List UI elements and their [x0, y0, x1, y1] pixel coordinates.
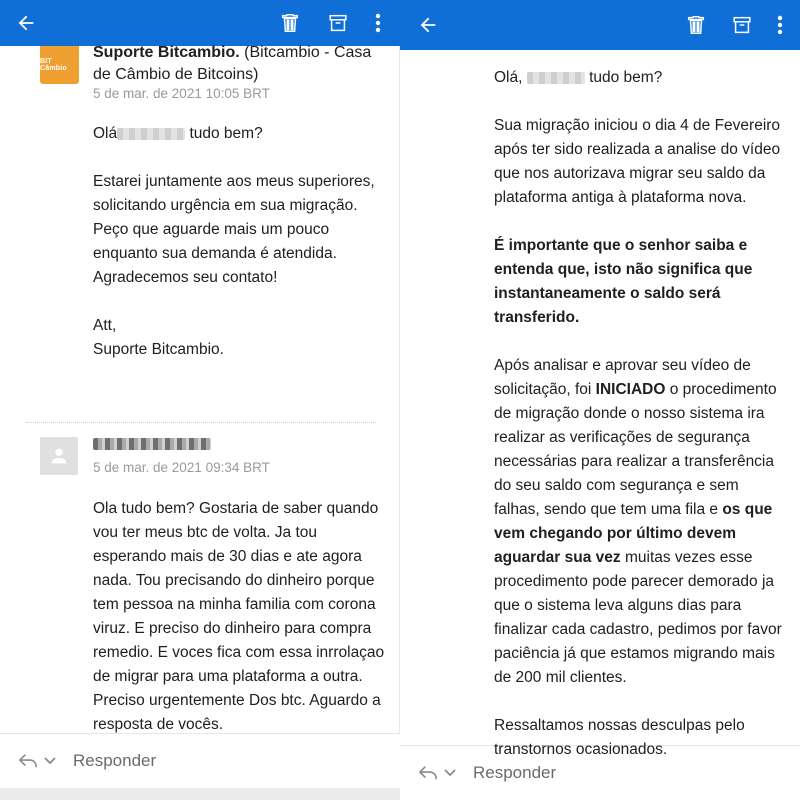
back-arrow-icon	[417, 14, 439, 36]
paragraph: Ressaltamos nossas desculpas pelo transtornos ocasionados.	[494, 717, 745, 758]
sender-name: Suporte Bitcambio.	[93, 44, 240, 61]
message-date: 5 de mar. de 2021 10:05 BRT	[93, 86, 270, 101]
emphasis: INICIADO	[595, 381, 666, 398]
signoff-att: Att,	[93, 317, 117, 334]
bitcambio-logo	[40, 46, 79, 84]
chevron-down-icon	[443, 768, 457, 778]
back-button[interactable]	[408, 0, 448, 50]
greeting-prefix: Olá,	[494, 69, 523, 86]
greeting-suffix: tudo bem?	[589, 69, 663, 86]
bottom-strip	[0, 788, 400, 800]
reply-button[interactable]: Responder	[473, 763, 557, 782]
more-options-button[interactable]	[362, 0, 394, 46]
greeting-suffix: tudo bem?	[189, 125, 263, 142]
message-divider	[26, 422, 376, 423]
top-app-bar	[0, 0, 400, 46]
emphasis: os que vem chegando por último devem aguardar sua vez	[494, 501, 773, 566]
more-vert-icon	[375, 13, 381, 33]
reply-button[interactable]: Responder	[73, 751, 157, 770]
paragraph: Estarei juntamente aos meus superiores, solicitando urgência em sua migração. Peço que aguarde mais um pouco enquanto sua demanda é atendida. Agradecemos seu contato!	[93, 173, 375, 286]
reply-icon	[17, 752, 39, 770]
greeting-prefix: Olá	[93, 125, 118, 142]
archive-icon	[327, 12, 349, 34]
person-icon	[48, 445, 70, 467]
reply-bar[interactable]	[0, 733, 400, 788]
paragraph	[494, 354, 786, 690]
redacted-name	[117, 128, 185, 140]
logo-text: BIT Câmbio	[40, 58, 67, 72]
paragraph: Sua migração iniciou o dia 4 de Fevereiro após ter sido realizada a analise do vídeo que nos autorizava migrar seu saldo da plataforma antiga à plataforma nova.	[494, 117, 781, 206]
reply-options[interactable]	[17, 752, 57, 770]
signoff-name: Suporte Bitcambio.	[93, 341, 224, 358]
archive-icon	[731, 14, 753, 36]
message-body	[93, 122, 388, 362]
more-options-button[interactable]	[764, 0, 796, 50]
message-body-right	[494, 66, 786, 758]
text: o procedimento de migração donde o nosso sistema ira realizar as verificações de segurança necessárias para realizar a transferência do seu saldo com segurança e sem falhas, sendo que tem uma fila e	[494, 381, 777, 518]
more-vert-icon	[777, 15, 783, 35]
reply-icon	[417, 764, 439, 782]
message-body: Ola tudo bem? Gostaria de saber quando vou ter meus btc de volta. Ja tou esperando mais de 30 dias e ate agora nada. Tou precisando do dinheiro porque tem pessoa na minha familia com corona viruz. E preciso do dinheiro para compra remedio. E voces fica com essa inrrolaçao de migrar para uma plataforma a outra. Preciso urgentemente Dos btc. Aguardo a resposta de vocês.	[93, 500, 385, 733]
text: Após analisar e aprovar seu vídeo de solicitação, foi	[494, 357, 751, 398]
greeting	[93, 122, 388, 146]
delete-icon	[279, 12, 301, 34]
back-button[interactable]	[6, 0, 46, 46]
top-app-bar	[400, 0, 800, 50]
redacted-name	[527, 72, 585, 84]
delete-icon	[685, 14, 707, 36]
back-arrow-icon	[15, 12, 37, 34]
greeting	[494, 66, 786, 90]
message-date: 5 de mar. de 2021 09:34 BRT	[93, 460, 270, 475]
archive-button[interactable]	[318, 0, 358, 46]
paragraph-important: É importante que o senhor saiba e entenda que, isto não significa que instantaneamente o saldo será transferido.	[494, 237, 753, 326]
delete-button[interactable]	[270, 0, 310, 46]
avatar	[40, 437, 78, 475]
reply-options[interactable]	[417, 764, 457, 782]
delete-button[interactable]	[676, 0, 716, 50]
archive-button[interactable]	[722, 0, 762, 50]
sender-line	[93, 42, 393, 86]
sender-detail: (Bitcambio - Casa de Câmbio de Bitcoins)	[93, 44, 372, 83]
chevron-down-icon	[43, 756, 57, 766]
redacted-sender	[93, 438, 211, 450]
text: muitas vezes esse procedimento pode parecer demorado ja que o sistema leva alguns dias para finalizar cada cadastro, pedimos por favor paciência já que estamos migrando mais de 200 mil clientes.	[494, 549, 782, 686]
